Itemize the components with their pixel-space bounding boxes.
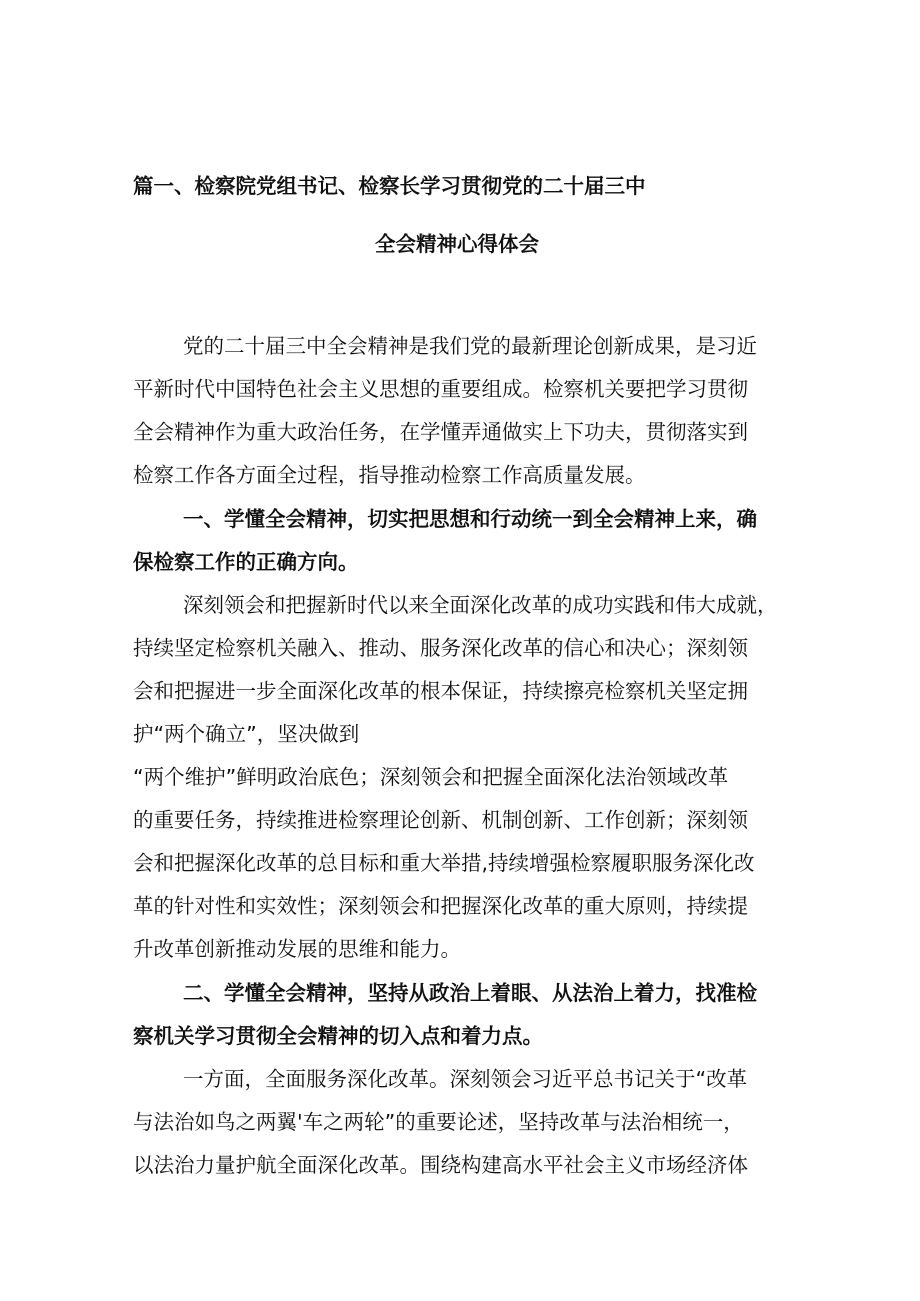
document-title-line-2: 全会精神心得体会: [375, 232, 539, 256]
paragraph-line: 深刻领会和把握新时代以来全面深化改革的成功实践和伟大成就，: [183, 593, 778, 617]
paragraph-line: 会和把握进一步全面深化改革的根本保证，持续擦亮检察机关坚定拥: [133, 679, 748, 703]
paragraph-line: 以法治力量护航全面深化改革。围绕构建高水平社会主义市场经济体: [133, 1153, 748, 1177]
paragraph-line: 党的二十届三中全会精神是我们党的最新理论创新成果，是习近: [183, 334, 757, 358]
paragraph-line: 升改革创新推动发展的思维和能力。: [133, 937, 461, 961]
paragraph-line: 的重要任务，持续推进检察理论创新、机制创新、工作创新；深刻领: [133, 808, 748, 832]
paragraph-line: “两个维护”鲜明政治底色；深刻领会和把握全面深化法治领域改革: [133, 765, 729, 789]
section-heading-line: 一、学懂全会精神，切实把思想和行动统一到全会精神上来，确: [183, 507, 757, 531]
section-heading-line: 保检察工作的正确方向。: [133, 550, 359, 574]
paragraph-line: 检察工作各方面全过程，指导推动检察工作高质量发展。: [133, 463, 646, 487]
document-title-line-1: 篇一、检察院党组书记、检察长学习贯彻党的二十届三中: [133, 174, 646, 198]
paragraph-line: 全会精神作为重大政治任务，在学懂弄通做实上下功夫，贯彻落实到: [133, 420, 748, 444]
paragraph-line: 平新时代中国特色社会主义思想的重要组成。检察机关要把学习贯彻: [133, 377, 748, 401]
paragraph-line: 一方面，全面服务深化改革。深刻领会习近平总书记关于“改革: [183, 1067, 748, 1091]
paragraph-line: 与法治如鸟之两翼'车之两轮”的重要论述，坚持改革与法治相统一，: [133, 1110, 744, 1134]
section-heading-line: 二、学懂全会精神，坚持从政治上着眼、从法治上着力，找准检: [183, 981, 757, 1005]
paragraph-line: 持续坚定检察机关融入、推动、服务深化改革的信心和决心；深刻领: [133, 636, 748, 660]
paragraph-line: 会和把握深化改革的总目标和重大举措,持续增强检察履职服务深化改: [133, 851, 755, 875]
paragraph-line: 护“两个确立”，坚决做到: [133, 722, 360, 746]
paragraph-line: 革的针对性和实效性；深刻领会和把握深化改革的重大原则，持续提: [133, 894, 748, 918]
section-heading-line: 察机关学习贯彻全会精神的切入点和着力点。: [133, 1024, 543, 1048]
